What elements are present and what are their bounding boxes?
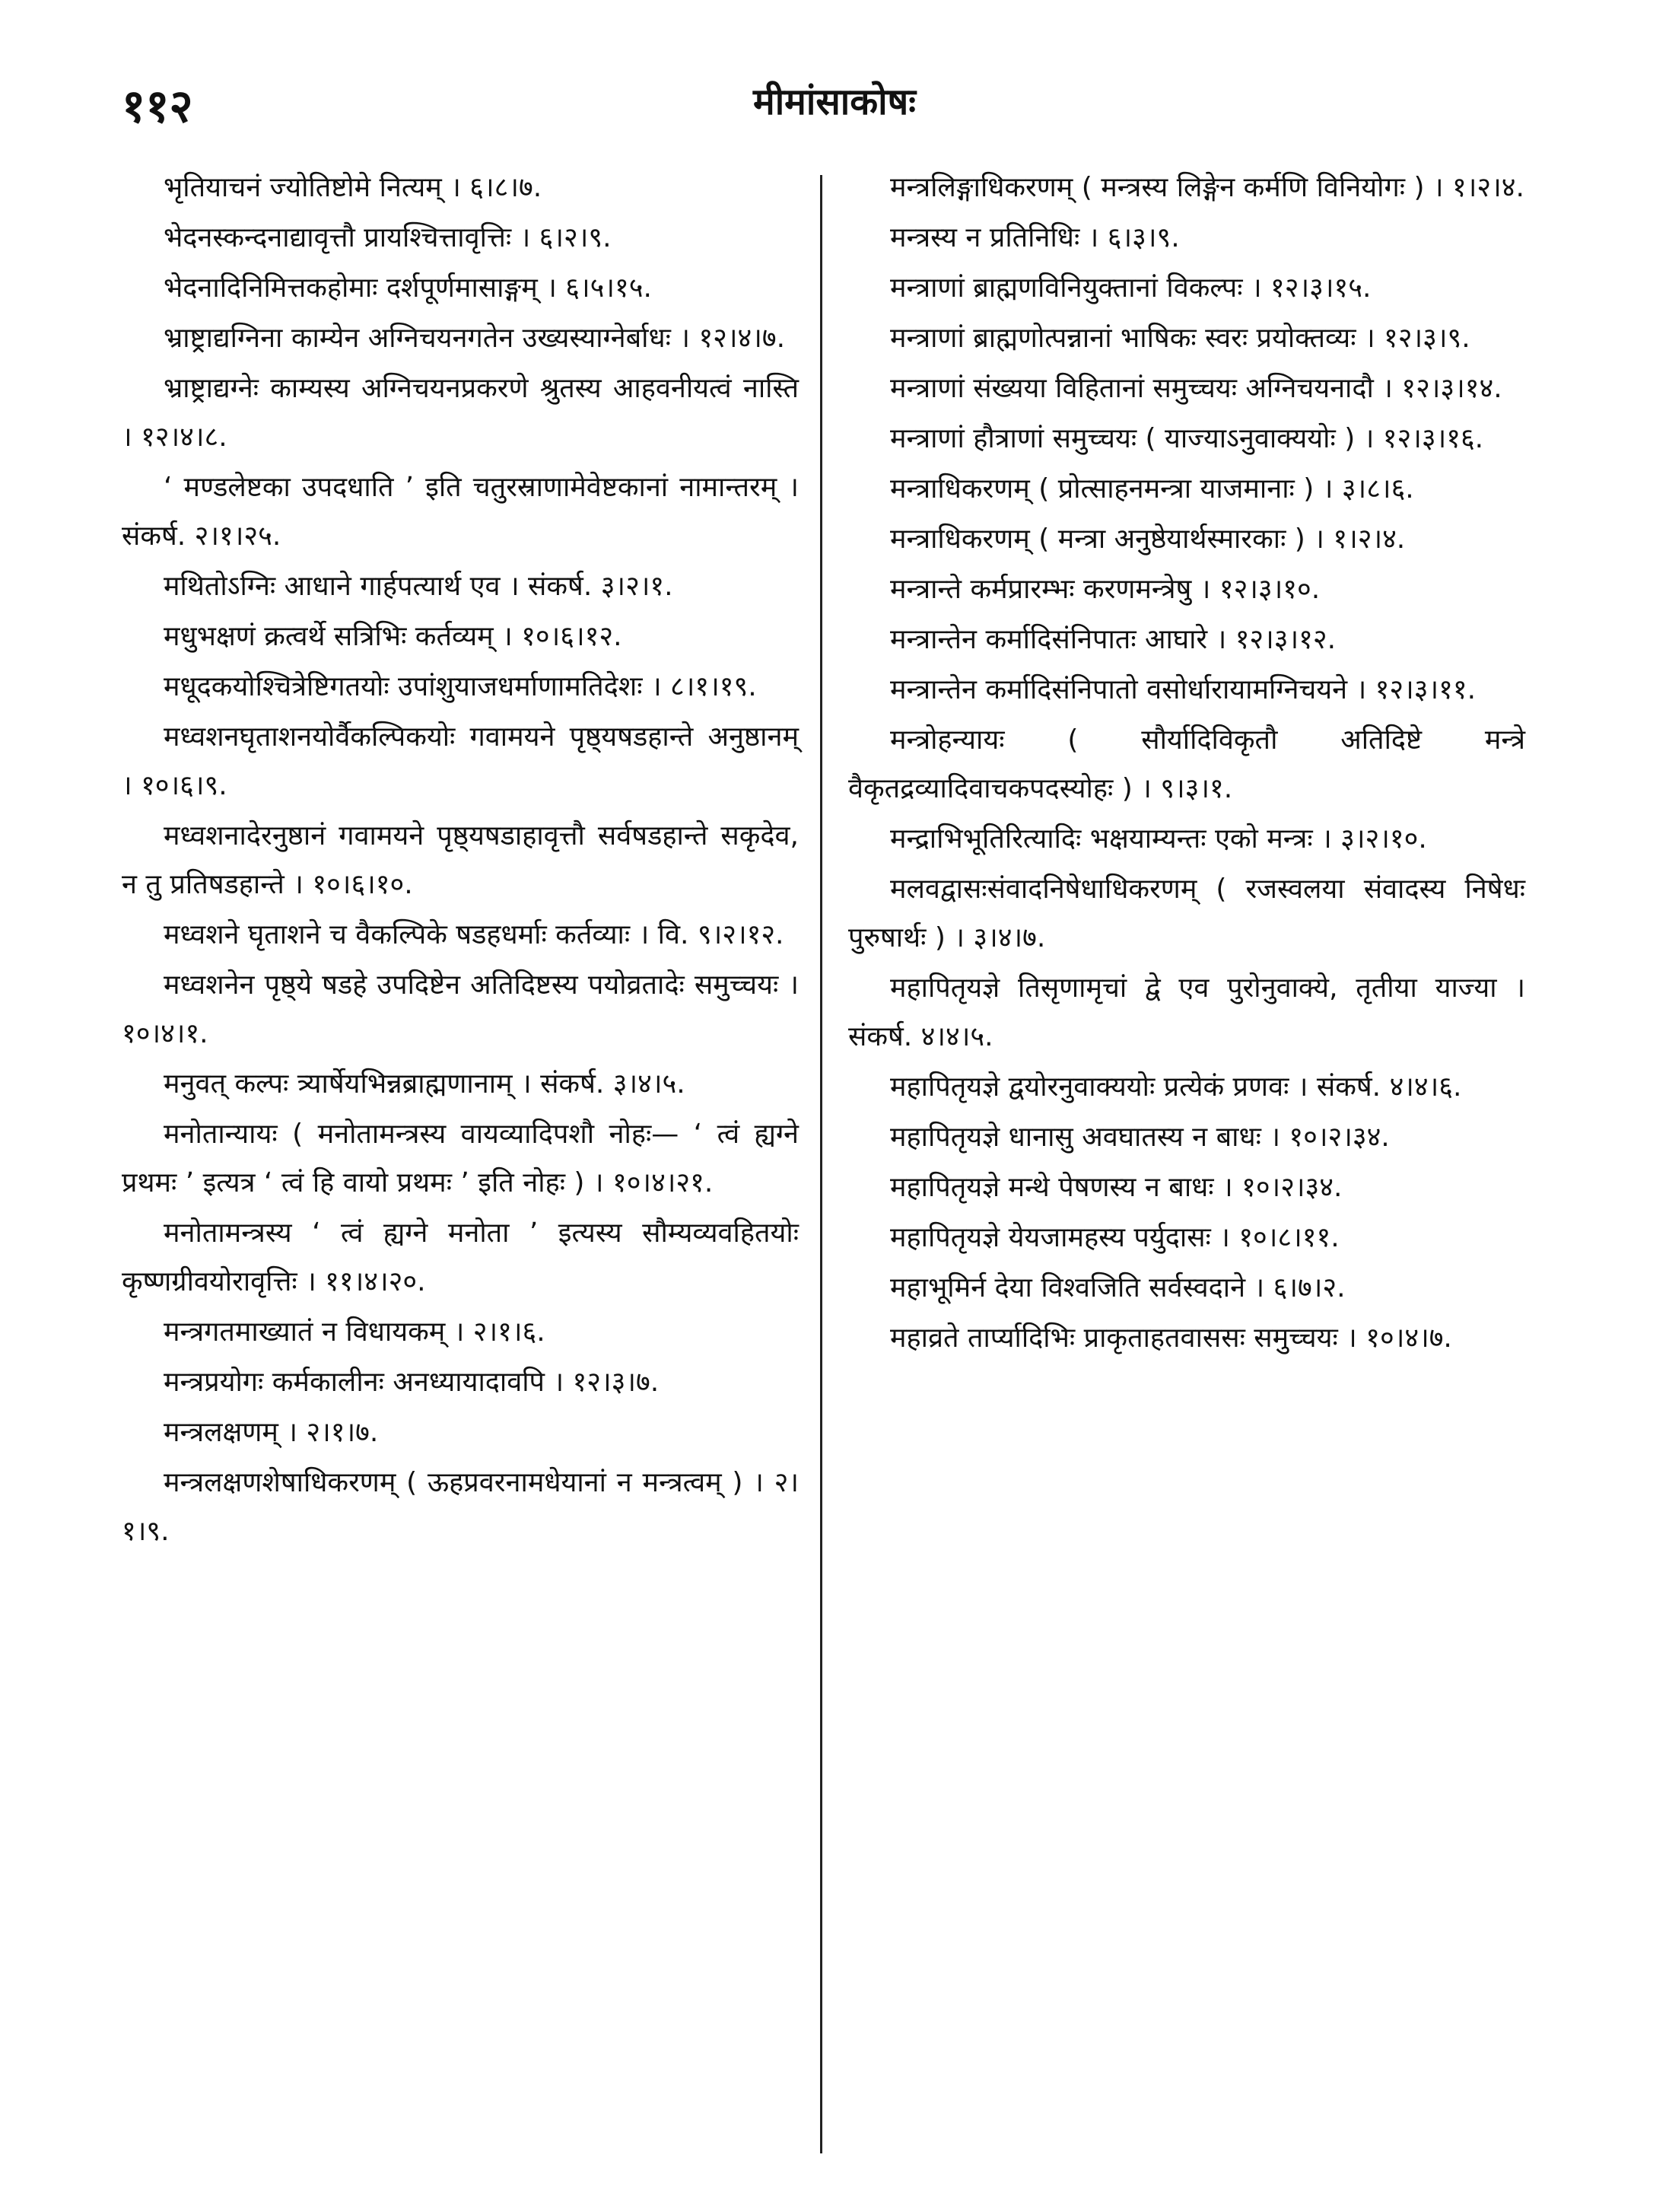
index-entry: मध्वशनघृताशनयोर्वैकल्पिकयोः गवामयने पृष्ठ्यषडहान्ते अनुष्ठानम् । १०।६।९. <box>122 721 799 801</box>
index-entry: मन्त्रस्य न प्रतिनिधिः । ६।३।९. <box>890 222 1180 253</box>
index-entry: मन्त्राणां संख्यया विहितानां समुच्चयः अग्निचयनादौ । १२।३।१४. <box>890 373 1502 404</box>
index-entry: मन्त्राधिकरणम् ( मन्त्रा अनुष्ठेयार्थस्मारकाः ) । १।२।४. <box>890 524 1406 555</box>
index-entry: मन्द्राभिभूतिरित्यादिः भक्षयाम्यन्तः एको मन्त्रः । ३।२।१०. <box>890 823 1427 855</box>
index-entry: मध्वशनेन पृष्ठ्ये षडहे उपदिष्टेन अतिदिष्टस्य पयोव्रतादेः समुच्चयः । १०।४।१. <box>122 969 799 1049</box>
index-entry: मनोतामन्त्रस्य ‘ त्वं ह्यग्ने मनोता ’ इत्यस्य सौम्यव्यवहितयोः कृष्णग्रीवयोरावृत्तिः । ११।४।२०. <box>122 1217 799 1297</box>
index-entry: मन्त्राणां हौत्राणां समुच्चयः ( याज्याऽनुवाक्ययोः ) । १२।३।१६. <box>890 423 1484 454</box>
index-entry: मन्त्रगतमाख्यातं न विधायकम् । २।१।६. <box>164 1316 545 1348</box>
column-divider <box>820 175 822 2153</box>
index-entry: मलवद्वासःसंवादनिषेधाधिकरणम् ( रजस्वलया संवादस्य निषेधः पुरुषार्थः ) । ३।४।७. <box>848 874 1525 953</box>
index-entry: मन्त्राधिकरणम् ( प्रोत्साहनमन्त्रा याजमानाः ) । ३।८।६. <box>890 473 1414 504</box>
index-entry: महाभूमिर्न देया विश्वजिति सर्वस्वदाने । ६।७।२. <box>890 1272 1346 1303</box>
index-entry: महापितृयज्ञे तिसृणामृचां द्वे एव पुरोनुवाक्ये, तृतीया याज्या । संकर्ष. ४।४।५. <box>848 972 1525 1052</box>
index-entry: महापितृयज्ञे येयजामहस्य पर्युदासः । १०।८।११. <box>890 1222 1340 1253</box>
index-entry: मन्त्राणां ब्राह्मणोत्पन्नानां भाषिकः स्वरः प्रयोक्तव्यः । १२।३।९. <box>890 323 1470 354</box>
index-entry: महाव्रते तार्प्यादिभिः प्राकृताहतवाससः समुच्चयः । १०।४।७. <box>890 1322 1452 1354</box>
index-entry: महापितृयज्ञे धानासु अवघातस्य न बाधः । १०।२।३४. <box>890 1122 1390 1153</box>
index-entry: भेदनादिनिमित्तकहोमाः दर्शपूर्णमासाङ्गम् । ६।५।१५. <box>164 272 652 304</box>
index-entry: मथितोऽग्निः आधाने गार्हपत्यार्थ एव । संकर्ष. ३।२।१. <box>164 571 673 602</box>
index-entry: भेदनस्कन्दनाद्यावृत्तौ प्रायश्चित्तावृत्तिः । ६।२।९. <box>164 222 612 253</box>
index-entry: मन्त्रलक्षणम् । २।१।७. <box>164 1417 379 1448</box>
index-entry: मन्त्राणां ब्राह्मणविनियुक्तानां विकल्पः । १२।३।१५. <box>890 272 1372 304</box>
index-entry: महापितृयज्ञे द्वयोरनुवाक्ययोः प्रत्येकं प्रणवः । संकर्ष. ४।४।६. <box>890 1071 1462 1103</box>
index-entry: मनुवत् कल्पः त्र्यार्षेयभिन्नब्राह्मणानाम् । संकर्ष. ३।४।५. <box>164 1068 685 1100</box>
index-entry: मधूदकयोश्चित्रेष्टिगतयोः उपांशुयाजधर्माणामतिदेशः । ८।१।१९. <box>164 671 757 702</box>
index-entry: भ्राष्ट्राद्यग्निना काम्येन अग्निचयनगतेन उख्यस्याग्नेर्बाधः । १२।४।७. <box>164 323 786 354</box>
index-entry: मन्त्रान्तेन कर्मादिसंनिपातः आघारे । १२।३।१२. <box>890 624 1337 655</box>
index-entry: मध्वशने घृताशने च वैकल्पिके षडहधर्माः कर्तव्याः । वि. ९।२।१२. <box>164 919 784 950</box>
index-entry: महापितृयज्ञे मन्थे पेषणस्य न बाधः । १०।२।३४. <box>890 1172 1343 1203</box>
index-entry: भ्राष्ट्राद्यग्नेः काम्यस्य अग्निचयनप्रकरणे श्रुतस्य आहवनीयत्वं नास्ति । १२।४।८. <box>122 373 799 453</box>
index-entry: मन्त्रलक्षणशेषाधिकरणम् ( ऊहप्रवरनामधेयानां न मन्त्रत्वम् ) । २।१।९. <box>122 1467 799 1547</box>
index-entry: मधुभक्षणं क्रत्वर्थे सत्रिभिः कर्तव्यम् । १०।६।१२. <box>164 621 622 652</box>
right-column <box>848 164 1525 1364</box>
left-column <box>122 164 799 1558</box>
index-entry: मन्त्रान्तेन कर्मादिसंनिपातो वसोर्धारायामग्निचयने । १२।३।११. <box>890 674 1477 705</box>
index-entry: भृतियाचनं ज्योतिष्टोमे नित्यम् । ६।८।७. <box>164 172 542 203</box>
index-entry: मन्त्रोहन्यायः ( सौर्यादिविकृतौ अतिदिष्टे मन्त्रे वैकृतद्रव्यादिवाचकपदस्योहः ) । ९।३।१. <box>848 724 1525 804</box>
index-entry: मध्वशनादेरनुष्ठानं गवामयने पृष्ठ्यषडाहावृत्तौ सर्वषडहान्ते सकृदेव, न तु प्रतिषडहान्ते । १०।६।१०. <box>122 820 799 900</box>
page-number: ११२ <box>122 80 193 133</box>
page-title: मीमांसाकोषः <box>753 81 916 123</box>
index-entry: मन्त्रलिङ्गाधिकरणम् ( मन्त्रस्य लिङ्गेन कर्मणि विनियोगः ) । १।२।४. <box>890 172 1524 203</box>
index-entry: ‘ मण्डलेष्टका उपदधाति ’ इति चतुरस्राणामेवेष्टकानां नामान्तरम् । संकर्ष. २।१।२५. <box>122 472 799 552</box>
index-entry: मनोतान्यायः ( मनोतामन्त्रस्य वायव्यादिपशौ नोहः— ‘ त्वं ह्यग्ने प्रथमः ’ इत्यत्र ‘ त्वं हि वायो प्रथमः ’ इति नोहः ) । १०।४।२१. <box>122 1119 799 1198</box>
index-entry: मन्त्रान्ते कर्मप्रारम्भः करणमन्त्रेषु । १२।३।१०. <box>890 574 1321 605</box>
index-entry: मन्त्रप्रयोगः कर्मकालीनः अनध्यायादावपि । १२।३।७. <box>164 1367 660 1398</box>
